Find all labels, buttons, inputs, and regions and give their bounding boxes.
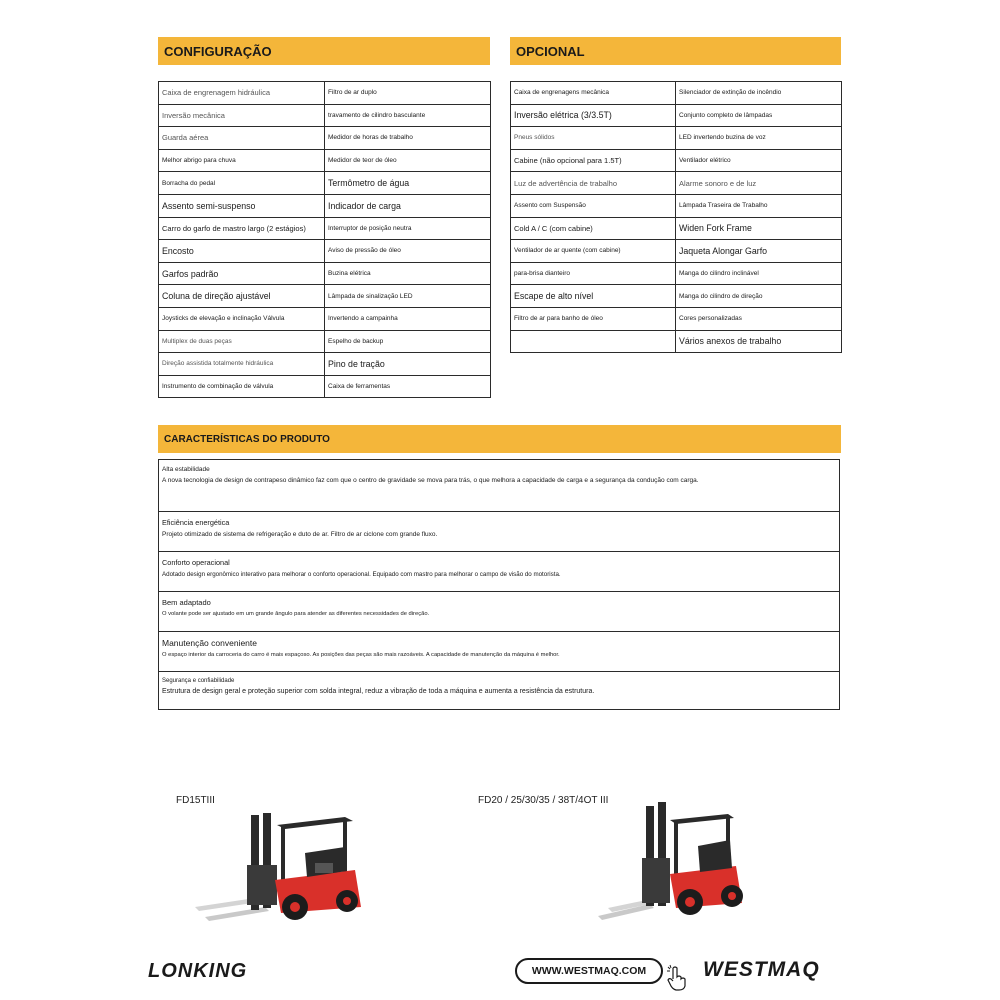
feature-title: Conforto operacional (162, 558, 230, 567)
configuracao-row (159, 330, 491, 353)
configuracao-cell: Interruptor de posição neutra (325, 217, 491, 240)
configuracao-row (159, 149, 491, 172)
forklift-fd20-image (598, 798, 748, 923)
opcional-row (511, 194, 842, 217)
configuracao-cell: Multiplex de duas peças (159, 330, 325, 353)
configuracao-cell: Coluna de direção ajustável (159, 285, 325, 308)
feature-row (159, 632, 839, 672)
feature-description: Projeto otimizado de sistema de refrigeração e duto de ar. Filtro de ar ciclone com grande fluxo. (162, 531, 438, 538)
website-url: WWW.WESTMAQ.COM (531, 965, 647, 977)
opcional-cell: Luz de advertência de trabalho (511, 172, 676, 195)
configuracao-cell: travamento de cilindro basculante (325, 104, 491, 127)
configuracao-cell: Termômetro de água (325, 172, 491, 195)
opcional-cell: LED invertendo buzina de voz (676, 127, 842, 150)
configuracao-cell: Borracha do pedal (159, 172, 325, 195)
opcional-cell: Conjunto completo de lâmpadas (676, 104, 842, 127)
opcional-cell: Ventilador de ar quente (com cabine) (511, 240, 676, 263)
feature-row (159, 672, 839, 711)
opcional-row (511, 217, 842, 240)
configuracao-row (159, 375, 491, 398)
configuracao-cell: Espelho de backup (325, 330, 491, 353)
configuracao-row (159, 217, 491, 240)
feature-row (159, 512, 839, 552)
configuracao-cell: Assento semi-suspenso (159, 194, 325, 217)
opcional-cell: Manga do cilindro de direção (676, 285, 842, 308)
configuracao-cell: Inversão mecânica (159, 104, 325, 127)
configuracao-cell: Medidor de horas de trabalho (325, 127, 491, 150)
opcional-row (511, 262, 842, 285)
feature-row (159, 592, 839, 632)
opcional-cell: Filtro de ar para banho de óleo (511, 307, 676, 330)
feature-description: O volante pode ser ajustado em um grande ângulo para atender as diferentes necessidades de direção. (162, 611, 430, 617)
opcional-row (511, 127, 842, 150)
configuracao-cell: Medidor de teor de óleo (325, 149, 491, 172)
configuracao-cell: Guarda aérea (159, 127, 325, 150)
opcional-cell: Vários anexos de trabalho (676, 330, 842, 353)
opcional-table (510, 81, 842, 353)
configuracao-cell: Pino de tração (325, 353, 491, 376)
opcional-row (511, 149, 842, 172)
caracteristicas-header (158, 425, 841, 453)
configuracao-cell: Filtro de ar duplo (325, 82, 491, 105)
opcional-row (511, 82, 842, 105)
opcional-row (511, 172, 842, 195)
opcional-row (511, 104, 842, 127)
configuracao-cell: Instrumento de combinação de válvula (159, 375, 325, 398)
opcional-cell: Pneus sólidos (511, 127, 676, 150)
opcional-cell: Assento com Suspensão (511, 194, 676, 217)
configuracao-cell: Melhor abrigo para chuva (159, 149, 325, 172)
model-right-label: FD20 / 25/30/35 / 38T/4OT III (478, 795, 609, 806)
configuracao-cell: Joysticks de elevação e inclinação Válvula (159, 307, 325, 330)
opcional-cell: para-brisa dianteiro (511, 262, 676, 285)
caracteristicas-title: CARACTERÍSTICAS DO PRODUTO (164, 433, 330, 445)
configuracao-cell: Direção assistida totalmente hidráulica (159, 353, 325, 376)
configuracao-cell: Encosto (159, 240, 325, 263)
feature-title: Segurança e confiabilidade (162, 678, 235, 684)
forklift-fd15-image (195, 795, 395, 925)
configuracao-cell: Buzina elétrica (325, 262, 491, 285)
opcional-cell: Caixa de engrenagens mecânica (511, 82, 676, 105)
configuracao-row (159, 285, 491, 308)
configuracao-row (159, 194, 491, 217)
opcional-row (511, 307, 842, 330)
configuracao-row (159, 353, 491, 376)
configuracao-cell: Invertendo a campainha (325, 307, 491, 330)
configuracao-cell: Caixa de ferramentas (325, 375, 491, 398)
feature-title: Alta estabilidade (162, 466, 210, 473)
opcional-row (511, 240, 842, 263)
feature-title: Bem adaptado (162, 598, 211, 607)
configuracao-cell: Caixa de engrenagem hidráulica (159, 82, 325, 105)
configuracao-cell: Aviso de pressão de óleo (325, 240, 491, 263)
feature-description: Estrutura de design geral e proteção superior com solda integral, reduz a vibração de toda a máquina e aumenta a resistência da estrutura. (162, 688, 595, 695)
opcional-header (510, 37, 841, 65)
feature-row (159, 460, 839, 512)
opcional-cell: Alarme sonoro e de luz (676, 172, 842, 195)
configuracao-row (159, 307, 491, 330)
opcional-cell: Cores personalizadas (676, 307, 842, 330)
opcional-title: OPCIONAL (516, 43, 585, 59)
caracteristicas-box (158, 459, 840, 710)
opcional-cell: Jaqueta Alongar Garfo (676, 240, 842, 263)
feature-description: Adotado design ergonômico interativo para melhorar o conforto operacional. Equipado com mastro para melhorar o campo de visão do motorista. (162, 571, 561, 578)
configuracao-row (159, 104, 491, 127)
opcional-cell: Inversão elétrica (3/3.5T) (511, 104, 676, 127)
configuracao-cell: Carro do garfo de mastro largo (2 estágios) (159, 217, 325, 240)
configuracao-cell: Indicador de carga (325, 194, 491, 217)
pointer-hand-icon (666, 964, 688, 992)
opcional-cell: Cabine (não opcional para 1.5T) (511, 149, 676, 172)
opcional-cell (511, 330, 676, 353)
configuracao-table (158, 81, 491, 398)
opcional-cell: Cold A / C (com cabine) (511, 217, 676, 240)
configuracao-row (159, 262, 491, 285)
feature-title: Manutenção conveniente (162, 638, 257, 648)
opcional-cell: Ventilador elétrico (676, 149, 842, 172)
configuracao-header (158, 37, 490, 65)
westmaq-logo: WESTMAQ (703, 958, 820, 981)
configuracao-row (159, 240, 491, 263)
model-left-label: FD15TIII (176, 795, 215, 806)
feature-row (159, 552, 839, 592)
configuracao-row (159, 127, 491, 150)
opcional-row (511, 285, 842, 308)
feature-description: A nova tecnologia de design de contrapeso dinâmico faz com que o centro de gravidade se mova para trás, o que melhora a capacidade de carga e a segurança da condução com carga. (162, 477, 699, 484)
opcional-cell: Widen Fork Frame (676, 217, 842, 240)
opcional-cell: Silenciador de extinção de incêndio (676, 82, 842, 105)
opcional-row (511, 330, 842, 353)
feature-description: O espaço interior da carroceria do carro é mais espaçoso. As posições das peças são mais razoáveis. A capacidade de manutenção da máquina é melhor. (162, 652, 560, 658)
configuracao-row (159, 172, 491, 195)
opcional-cell: Lâmpada Traseira de Trabalho (676, 194, 842, 217)
configuracao-row (159, 82, 491, 105)
opcional-cell: Escape de alto nível (511, 285, 676, 308)
configuracao-title: CONFIGURAÇÃO (164, 43, 272, 59)
lonking-logo: LONKING (148, 960, 248, 982)
configuracao-cell: Lâmpada de sinalização LED (325, 285, 491, 308)
feature-title: Eficiência energética (162, 518, 230, 527)
website-link[interactable] (515, 958, 663, 984)
opcional-cell: Manga do cilindro inclinável (676, 262, 842, 285)
configuracao-cell: Garfos padrão (159, 262, 325, 285)
